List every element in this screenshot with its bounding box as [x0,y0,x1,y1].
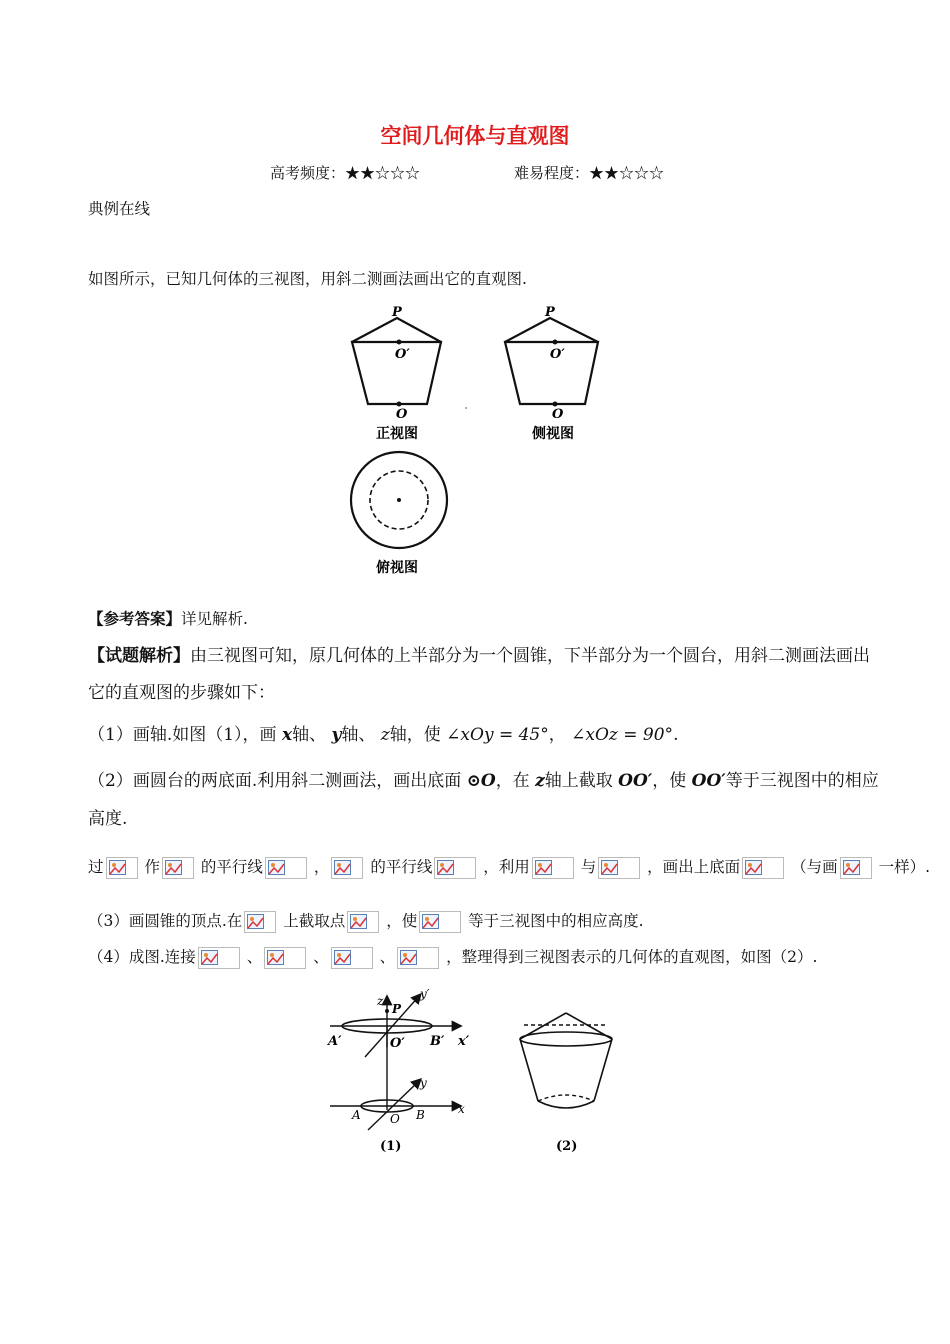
side-label-o1: O′ [550,347,565,362]
fig1-label-b: B [416,1108,425,1122]
step-4: （4）成图.连接 、 、 、 ，整理得到三视图表示的几何体的直观图，如图（2）. [88,944,817,970]
front-label-o: O [396,407,408,422]
fig1-label-a: A [352,1108,361,1122]
broken-image-icon [347,911,379,933]
fig1-label-b1: B′ [430,1034,445,1049]
broken-image-icon [434,857,476,879]
side-view [505,305,598,442]
fig2-caption: (2) [556,1139,578,1154]
front-view-caption: 正视图 [376,426,418,442]
fig1-label-a1: A′ [328,1034,342,1049]
answer-line: 【参考答案】详见解析. [88,609,248,628]
broken-image-icon [419,911,461,933]
front-label-o1: O′ [395,347,410,362]
step-1: （1）画轴.如图（1），画 x轴、 y轴、 z轴，使 ∠xOy = 45°， ∠xOz = 90°. [88,725,679,745]
side-label-p: P [545,305,555,320]
fig1-label-z: z [377,994,384,1008]
difficulty-rating: 难易程度：★★☆☆☆ [514,164,665,182]
fig1-label-o: O [390,1112,400,1126]
question-text: 如图所示，已知几何体的三视图，用斜二测画法画出它的直观图. [88,270,527,288]
side-view-caption: 侧视图 [532,426,574,442]
top-view [351,452,447,576]
broken-image-icon [162,857,194,879]
fig1-label-p: P [392,1002,402,1016]
fig1-label-o1: O′ [390,1036,405,1051]
frequency-rating: 高考频度：★★☆☆☆ [270,164,421,182]
analysis-line-2: 它的直观图的步骤如下： [88,683,275,703]
construction-figures [320,985,640,1160]
side-label-o: O [552,407,564,422]
top-view-caption: 俯视图 [376,560,418,576]
step-2-line-2: 高度. [88,809,128,829]
fig1-caption: (1) [380,1139,402,1154]
front-label-p: P [392,305,402,320]
broken-image-icon [598,857,640,879]
fig1-label-y: y [420,1076,427,1090]
analysis-line-1: 【试题解析】由三视图可知，原几何体的上半部分为一个圆锥，下半部分为一个圆台，用斜二测画法画出 [88,646,870,666]
broken-image-icon [264,947,306,969]
step-2-construction: 过 作 的平行线 ， 的平行线 ，利用 与 ，画出上底面 （与画 一样）. [88,852,930,882]
figure-2-solid [520,1013,612,1154]
broken-image-icon [265,857,307,879]
broken-image-icon [840,857,872,879]
figure-1-axes [326,987,470,1154]
step-3: （3）画圆锥的顶点.在 上截取点 ，使 等于三视图中的相应高度. [88,908,644,934]
broken-image-icon [331,857,363,879]
broken-image-icon [742,857,784,879]
broken-image-icon [397,947,439,969]
broken-image-icon [331,947,373,969]
fig1-label-x: x [458,1102,465,1116]
three-views-figure [340,300,620,585]
step-2: （2）画圆台的两底面.利用斜二测画法，画出底面 ⊙O，在 z轴上截取 OO′，使 OO′等于三视图中的相应 [88,771,879,791]
section-heading: 典例在线 [88,200,151,218]
page-title: 空间几何体与直观图 [380,124,570,148]
fig1-label-x1: x′ [458,1034,470,1049]
broken-image-icon [106,857,138,879]
front-view [352,305,441,442]
broken-image-icon [532,857,574,879]
broken-image-icon [198,947,240,969]
broken-image-icon [244,911,276,933]
fig1-label-y1: y′ [420,987,430,1001]
